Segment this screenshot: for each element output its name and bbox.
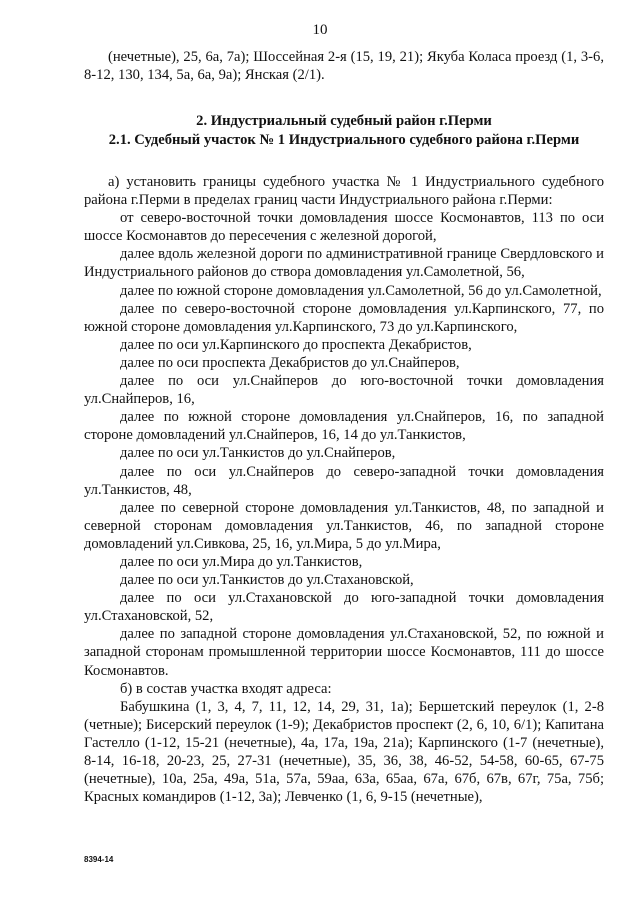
boundary-paragraph: далее по оси ул.Снайперов до юго-восточной точки домовладения ул.Снайперов, 16,	[84, 373, 604, 408]
document-code: 8394-14	[84, 855, 114, 864]
boundary-paragraph: далее по оси ул.Мира до ул.Танкистов,	[120, 553, 363, 570]
boundary-paragraph: далее по оси ул.Танкистов до ул.Снайперов,	[120, 445, 396, 462]
boundary-paragraph: далее по оси ул.Снайперов до северо-западной точки домовладения ул.Танкистов, 48,	[84, 463, 604, 498]
boundary-paragraph: далее по южной стороне домовладения ул.Снайперов, 16, по западной стороне домовладений ул.Снайперов, 16, 14 до ул.Танкистов,	[84, 409, 604, 444]
page-number: 10	[312, 22, 328, 38]
boundary-paragraph: далее по оси проспекта Декабристов до ул.Снайперов,	[120, 354, 460, 371]
intro-paragraph: (нечетные), 25, 6а, 7а); Шоссейная 2-я (15, 19, 21); Якуба Коласа проезд (1, 3-6, 8-12, 130, 134, 5а, 6а, 9а); Янская (2/1).	[84, 49, 604, 84]
boundary-paragraph: далее по оси ул.Карпинского до проспекта Декабристов,	[120, 336, 472, 353]
addresses-paragraph: Бабушкина (1, 3, 4, 7, 11, 12, 14, 29, 31, 1а); Бершетский переулок (1, 2-8 (четные); Бисерский переулок (1-9); Декабристов проспект (2, 6, 10, 6/1); Капитана Гастелло (1-12, 15-21 (нечетные), 4а, 17а, 19а, 21а); Карпинского (1-7 (нечетные), 8-14, 16-18, 20-23, 25, 27-31 (нечетные), 35, 36, 38, 46-52, 54-58, 60-65, 67-75 (нечетные), 10а, 25а, 49а, 51а, 57а, 59аа, 63а, 65аа, 67а, 67б, 67в, 67г, 75а, 75б; Красных командиров (1-12, 3а); Левченко (1, 6, 9-15 (нечетные),	[84, 698, 604, 806]
document-body	[84, 48, 604, 806]
boundary-paragraph: далее по северо-восточной стороне домовладения ул.Карпинского, 77, по южной стороне домовладения ул.Карпинского, 73 до ул.Карпинского,	[84, 300, 604, 335]
boundary-paragraph: далее по южной стороне домовладения ул.Самолетной, 56 до ул.Самолетной,	[120, 282, 602, 299]
section-heading: 2.1. Судебный участок № 1 Индустриального судебного района г.Перми	[108, 131, 580, 148]
boundary-paragraph: далее по северной стороне домовладения ул.Танкистов, 48, по западной и северной сторонам домовладения ул.Танкистов, 46, по западной стороне домовладений ул.Сивкова, 25, 16, ул.Мира, 5 до ул.Мира,	[84, 499, 604, 552]
boundary-paragraph: далее по оси ул.Танкистов до ул.Стахановской,	[120, 572, 414, 589]
boundary-paragraph: от северо-восточной точки домовладения шоссе Космонавтов, 113 по оси шоссе Космонавтов до пересечения с железной дорогой,	[84, 210, 604, 245]
boundary-paragraph: далее по западной стороне домовладения ул.Стахановской, 52, по южной и западной сторонам промышленной территории шоссе Космонавтов, 111 до шоссе Космонавтов.	[84, 626, 604, 679]
boundary-paragraph: далее по оси ул.Стахановской до юго-западной точки домовладения ул.Стахановской, 52,	[84, 590, 604, 625]
section-b-paragraph: б) в состав участка входят адреса:	[120, 680, 332, 697]
boundary-paragraph: далее вдоль железной дороги по административной границе Свердловского и Индустриального районов до створа домовладения ул.Самолетной, 56,	[84, 246, 604, 281]
district-heading: 2. Индустриальный судебный район г.Перми	[196, 113, 492, 130]
section-a-paragraph: а) установить границы судебного участка № 1 Индустриального судебного района г.Перми в пределах границ части Индустриального района г.Перми:	[84, 174, 604, 209]
boundary-description	[84, 209, 604, 679]
